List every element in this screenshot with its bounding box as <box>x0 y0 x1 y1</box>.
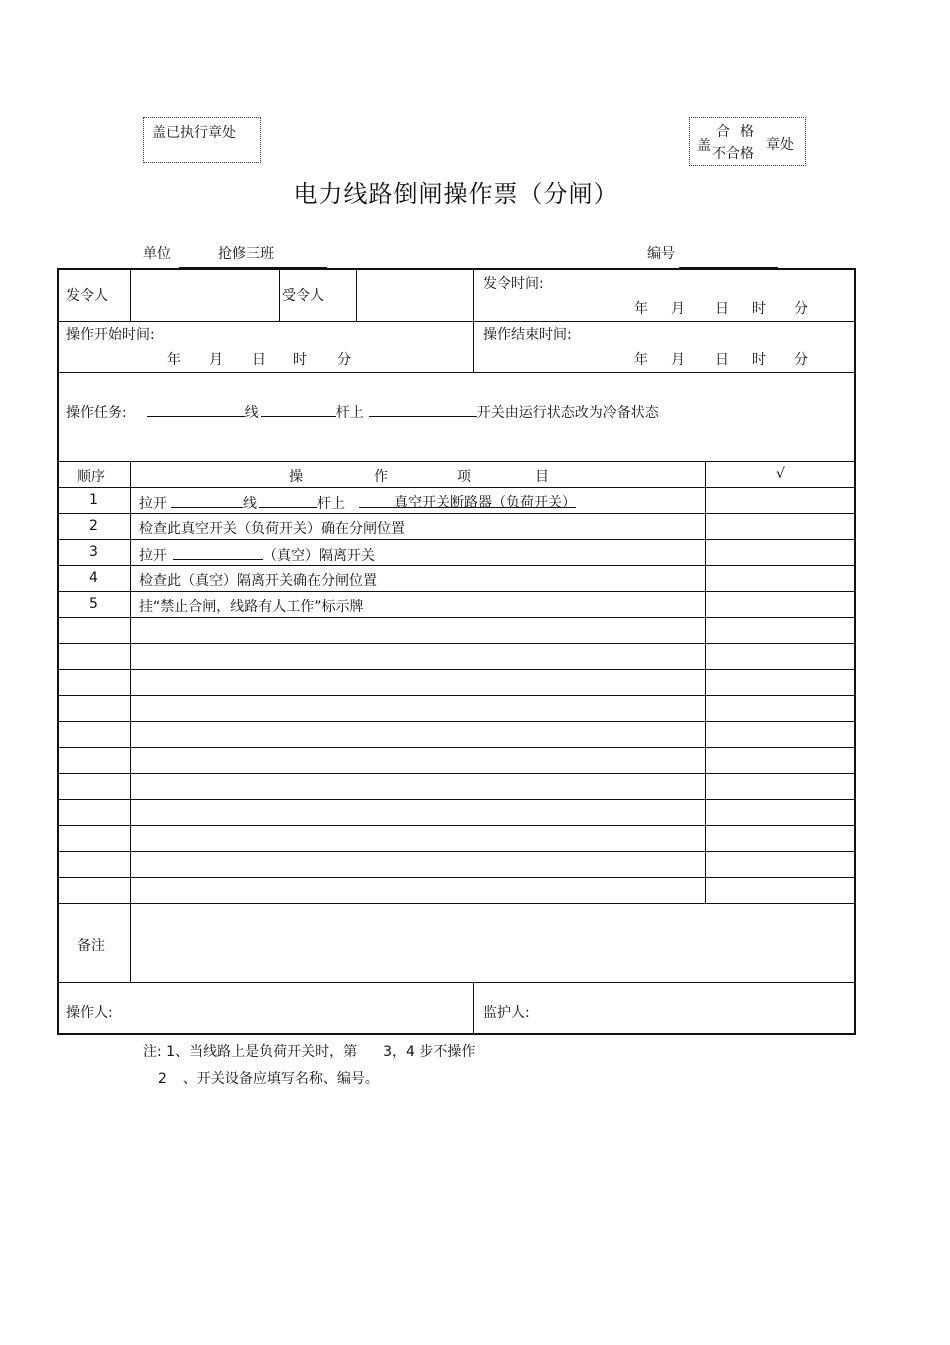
stamp-suffix: 章处 <box>766 137 794 153</box>
time-unit-day: 日 <box>252 352 266 368</box>
start-time-fields[interactable] <box>167 349 351 369</box>
stamp-qualified: 合格 <box>716 124 764 140</box>
issuer-field[interactable] <box>131 271 278 320</box>
step-3-text: 拉开 （真空）隔离开关 <box>139 544 375 565</box>
col-items-header: 操 作 项 目 <box>289 469 549 485</box>
task-label: 操作任务: <box>66 405 127 421</box>
step-1-pole-field[interactable] <box>259 492 317 508</box>
step-1-switch-field[interactable]: 真空开关断路器（负荷开关） <box>359 492 576 508</box>
time-unit-year: 年 <box>634 352 648 368</box>
step-1-text: 拉开 线 杆上 真空开关断路器（负荷开关） <box>139 492 576 513</box>
time-unit-hour: 时 <box>293 352 307 368</box>
stamp-unqualified: 不合格 <box>712 146 754 162</box>
guardian-label: 监护人: <box>483 1005 530 1021</box>
task-pole-suffix: 杆上 <box>335 405 364 421</box>
operator-label: 操作人: <box>66 1005 113 1021</box>
unit-value: 抢修三班 <box>218 246 274 262</box>
task-line-suffix: 线 <box>244 405 259 421</box>
note-line-1: 注: 1、当线路上是负荷开关时，第 3，4 步不操作 <box>143 1044 476 1060</box>
receiver-field[interactable] <box>357 271 472 320</box>
step-5-text: 挂“禁止合闸，线路有人工作”标示牌 <box>139 599 364 615</box>
step-2-text: 检查此真空开关（负荷开关）确在分闸位置 <box>139 521 405 537</box>
time-unit-month: 月 <box>209 352 223 368</box>
step-4-no: 4 <box>89 570 98 586</box>
time-unit-hour: 时 <box>752 352 766 368</box>
step-3-no: 3 <box>89 544 98 560</box>
time-unit-year: 年 <box>167 352 181 368</box>
time-unit-hour: 时 <box>752 301 766 317</box>
qualified-stamp-box <box>689 117 806 166</box>
time-unit-day: 日 <box>715 352 729 368</box>
step-3-switch-field[interactable] <box>173 544 263 560</box>
start-time-label: 操作开始时间: <box>66 327 155 343</box>
task-switch-field[interactable] <box>369 401 477 417</box>
time-unit-day: 日 <box>715 301 729 317</box>
time-unit-month: 月 <box>671 352 685 368</box>
number-label: 编号 <box>647 246 675 262</box>
task-row <box>66 401 659 422</box>
stamp-prefix: 盖 <box>697 138 711 154</box>
step-1-line-field[interactable] <box>171 492 243 508</box>
col-order-header: 顺序 <box>77 469 105 485</box>
end-time-fields[interactable] <box>634 349 808 369</box>
receiver-label: 受令人 <box>282 288 324 304</box>
remark-field[interactable] <box>131 904 853 981</box>
unit-field[interactable] <box>179 247 327 268</box>
step-4-text: 检查此（真空）隔离开关确在分闸位置 <box>139 573 377 589</box>
executed-stamp-box <box>143 117 261 163</box>
end-time-label: 操作结束时间: <box>483 327 572 343</box>
step-1-no: 1 <box>89 492 98 508</box>
time-unit-minute: 分 <box>337 352 351 368</box>
issue-time-label: 发令时间: <box>483 276 544 292</box>
page-title: 电力线路倒闸操作票（分闸） <box>293 180 619 208</box>
remark-label: 备注 <box>77 938 105 954</box>
step-2-no: 2 <box>89 518 98 534</box>
time-unit-month: 月 <box>671 301 685 317</box>
time-unit-minute: 分 <box>794 301 808 317</box>
task-line-field[interactable] <box>147 401 245 417</box>
operation-ticket-form <box>57 268 856 1035</box>
time-unit-minute: 分 <box>794 352 808 368</box>
issuer-label: 发令人 <box>66 288 108 304</box>
time-unit-year: 年 <box>634 301 648 317</box>
task-pole-field[interactable] <box>261 401 336 417</box>
col-check-header: √ <box>776 466 785 482</box>
issue-time-fields[interactable] <box>634 298 808 318</box>
executed-stamp-label: 盖已执行章处 <box>152 125 236 141</box>
unit-label: 单位 <box>143 246 171 262</box>
step-5-no: 5 <box>89 596 98 612</box>
note-line-2: 2 、开关设备应填写名称、编号。 <box>158 1071 379 1087</box>
number-field[interactable] <box>679 247 778 268</box>
task-tail: 开关由运行状态改为冷备状态 <box>476 405 659 421</box>
